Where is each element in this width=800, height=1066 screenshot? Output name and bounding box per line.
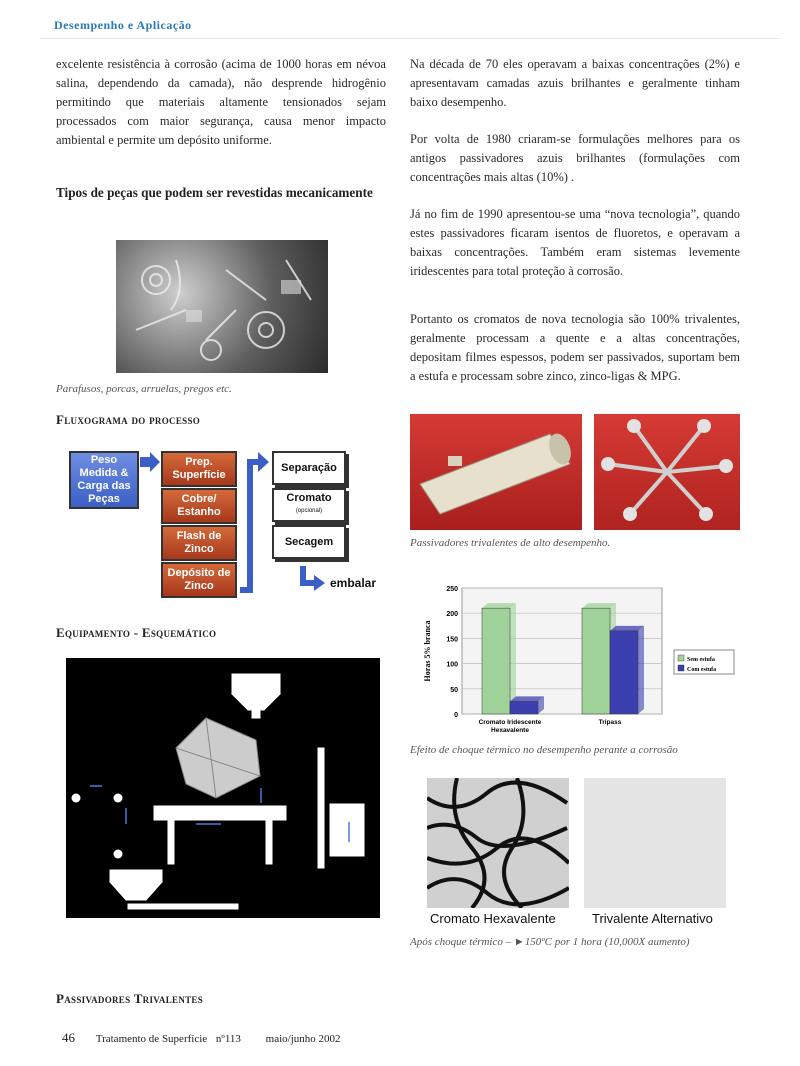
- x-tick-label: Hexavalente: [491, 727, 529, 734]
- legend-swatch: [678, 665, 684, 671]
- x-tick-label: Tripass: [598, 719, 622, 726]
- right-paragraph-1: Na década de 70 eles operavam a baixas concentrações (2%) e apresentavam camadas azuis brilhantes e geralmente tinham baixo desempenho.: [410, 57, 740, 109]
- flow-cromato-label: Cromato: [286, 492, 332, 504]
- legend-label: Sem estufa: [687, 657, 715, 663]
- fasteners-photo: [116, 240, 328, 373]
- issue-date: maio/junho 2002: [265, 1033, 341, 1045]
- flow-arrow-1: [138, 452, 162, 472]
- flow-flash: Flash de Zinco: [161, 525, 237, 561]
- trivalent-micrograph: [584, 778, 726, 908]
- bar-0-1: [582, 608, 610, 714]
- page-number: 46: [62, 1030, 75, 1045]
- right-paragraph-4: Portanto os cromatos de nova tecnologia são 100% trivalentes, geralmente processam a quente e a altas concentrações, depositam filmes espessos, podem ser passivados, suportam bem a estufa e processam sobre zinco, zinco-ligas & MPG.: [410, 312, 740, 383]
- passivadores-heading: Passivadores Trivalentes: [56, 991, 204, 1006]
- bar-1-0: [510, 701, 538, 714]
- bar-0-0: [482, 608, 510, 714]
- magazine-name: Tratamento de Superfície: [95, 1033, 208, 1045]
- header-rule: [40, 38, 780, 39]
- flow-embalar: embalar: [330, 576, 377, 590]
- flow-connector: [234, 450, 270, 598]
- footer: [62, 1030, 341, 1046]
- issue-number: nº113: [215, 1033, 241, 1045]
- flow-peso: Peso Medida & Carga das Peças: [69, 451, 139, 509]
- x-tick-label: Cromato Iridescente: [478, 719, 542, 726]
- flow-separacao: Separação: [272, 451, 346, 485]
- parts-caption: Parafusos, porcas, arruelas, pregos etc.: [56, 383, 232, 395]
- micrograph-caption: Após choque térmico – ►150ºC por 1 hora (10,000X aumento): [410, 936, 690, 948]
- flow-heading: Fluxograma do processo: [56, 412, 201, 427]
- hexavalent-micrograph: [427, 778, 569, 908]
- y-tick-label: 50: [450, 686, 458, 694]
- y-tick-label: 250: [446, 586, 458, 593]
- y-tick-label: 0: [454, 712, 458, 719]
- parts-heading: Tipos de peças que podem ser revestidas mecanicamente: [56, 185, 373, 200]
- legend-swatch: [678, 655, 684, 661]
- equipment-schematic: [66, 658, 380, 918]
- bar-side: [638, 626, 644, 714]
- trivalent-label: Trivalente Alternativo: [592, 911, 713, 926]
- y-tick-label: 150: [446, 636, 458, 644]
- flow-prep: Prep. Superfície: [161, 451, 237, 487]
- flow-cobre: Cobre/ Estanho: [161, 488, 237, 524]
- running-header: Desempenho e Aplicação: [54, 18, 192, 32]
- right-paragraph-2: Por volta de 1980 criaram-se formulações melhores para os antigos passivadores azuis brilhantes (formulações com concentrações mais altas (10%) .: [410, 132, 740, 184]
- flow-arrow-embalar: [298, 566, 326, 592]
- y-tick-label: 200: [446, 611, 458, 619]
- thermal-shock-chart: [418, 580, 740, 740]
- right-paragraph-3: Já no fim de 1990 apresentou-se uma “nova tecnologia”, quando estes passivadores ficaram isentos de fluoretos, e operavam a baixas concentrações. Também eram sistemas levemente iridescentes para total proteção à corrosão.: [410, 207, 740, 278]
- photo-caption: Passivadores trivalentes de alto desempenho.: [410, 537, 611, 549]
- left-intro: [56, 55, 386, 150]
- y-axis-label: Horas 5% branca: [423, 620, 432, 682]
- y-tick-label: 100: [446, 661, 458, 669]
- flow-cromato-sub: (opcional): [295, 508, 323, 514]
- legend-label: Com estufa: [687, 667, 717, 673]
- intro-paragraph: excelente resistência à corrosão (acima de 1000 horas em névoa salina, dependendo da camada), não desprende hidrogênio permitindo que materiais altamente tensionados sejam processados com maior segurança, causa menor impacto ambiental e permite um depósito uniforme.: [56, 57, 386, 147]
- passivated-valves-photo: [594, 414, 740, 530]
- chart-caption: Efeito de choque térmico no desempenho perante a corrosão: [410, 744, 678, 756]
- flow-cromato: [272, 488, 346, 522]
- flow-deposito: Depósito de Zinco: [161, 562, 237, 598]
- flow-secagem: Secagem: [272, 525, 346, 559]
- equip-heading: Equipamento - Esquemático: [56, 625, 217, 640]
- bar-1-1: [610, 631, 638, 714]
- passivated-tube-photo: [410, 414, 582, 530]
- hexavalent-label: Cromato Hexavalente: [430, 911, 556, 926]
